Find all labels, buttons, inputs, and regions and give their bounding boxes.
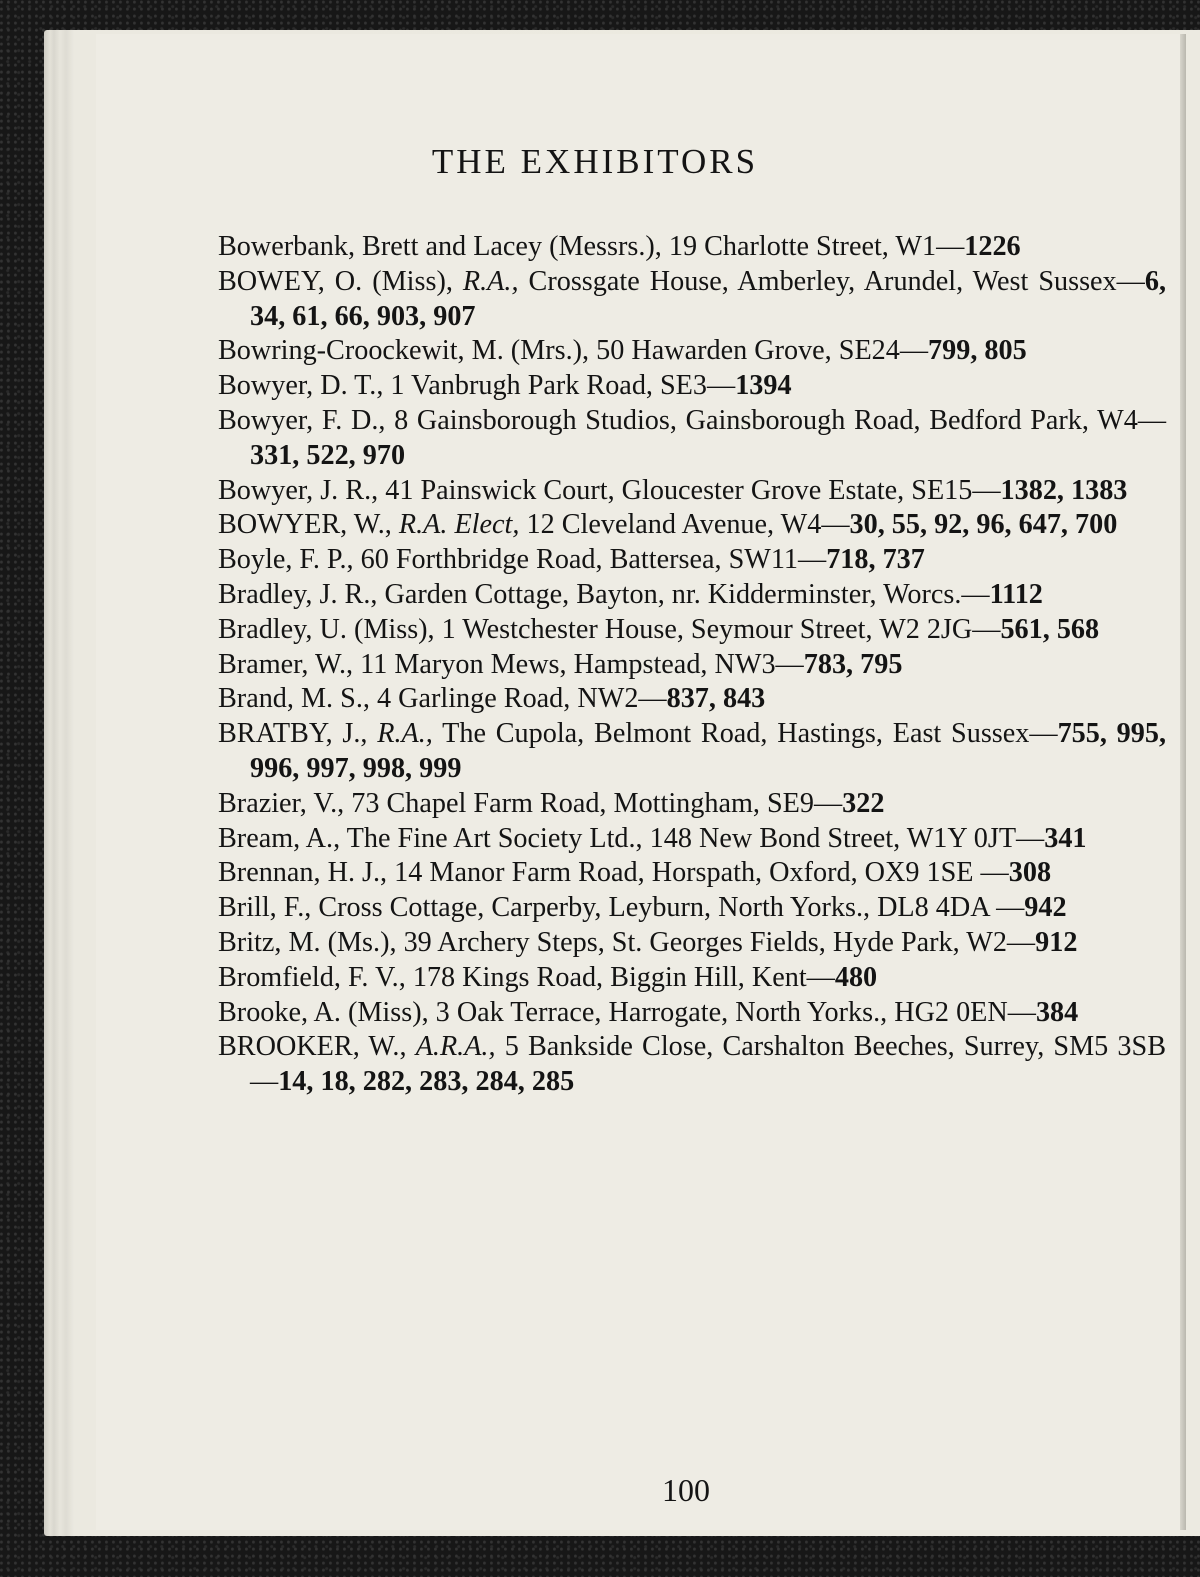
exhibitor-entry bbox=[218, 369, 1166, 404]
exhibitor-name: BOWYER, W., bbox=[218, 509, 399, 541]
exhibitor-title: R.A., bbox=[377, 718, 433, 750]
exhibitor-title: R.A., bbox=[462, 265, 519, 297]
exhibitor-entry bbox=[218, 717, 1166, 787]
exhibitor-name: Boyle, F. P., bbox=[218, 544, 354, 576]
exhibitor-address: 5 Bankside Close, Carshalton Beeches, Surrey, SM5 3SB— bbox=[250, 1031, 1166, 1098]
exhibit-numbers: 14, 18, 282, 283, 284, 285 bbox=[278, 1066, 575, 1098]
exhibitor-entry bbox=[218, 856, 1166, 891]
exhibitor-address: 1 Vanbrugh Park Road, SE3— bbox=[383, 370, 736, 402]
exhibitor-entry bbox=[218, 891, 1166, 926]
exhibitor-title: R.A. Elect, bbox=[398, 509, 520, 541]
exhibitor-name: Bowyer, F. D., bbox=[218, 404, 386, 436]
exhibitor-address: 8 Gainsborough Studios, Gainsborough Road, Bedford Park, W4— bbox=[385, 404, 1167, 436]
exhibitor-entry bbox=[218, 996, 1166, 1031]
exhibitor-address: 41 Painswick Court, Gloucester Grove Estate, SE15— bbox=[378, 474, 1001, 506]
exhibitor-entry bbox=[218, 474, 1166, 509]
exhibitor-address: 178 Kings Road, Biggin Hill, Kent— bbox=[405, 961, 835, 993]
exhibit-numbers: 30, 55, 92, 96, 647, 700 bbox=[849, 509, 1118, 541]
exhibit-numbers: 341 bbox=[1044, 822, 1087, 854]
exhibitor-name: Brazier, V., bbox=[218, 787, 345, 819]
exhibit-numbers: 1226 bbox=[964, 231, 1021, 262]
exhibitor-name: Brill, F., bbox=[218, 892, 312, 924]
exhibitor-entry bbox=[218, 508, 1166, 543]
exhibitor-address: 39 Archery Steps, St. Georges Fields, Hyde Park, W2— bbox=[396, 926, 1036, 958]
exhibitor-address: 11 Maryon Mews, Hampstead, NW3— bbox=[353, 648, 804, 680]
exhibitor-name: Brennan, H. J., bbox=[218, 857, 388, 889]
exhibitor-entry bbox=[218, 230, 1166, 265]
exhibit-numbers: 718, 737 bbox=[826, 544, 925, 576]
exhibitor-name: Bradley, U. (Miss), bbox=[218, 613, 435, 645]
exhibitor-entry bbox=[218, 648, 1166, 683]
exhibitor-address: 4 Garlinge Road, NW2— bbox=[369, 683, 667, 715]
exhibitor-entry bbox=[218, 787, 1166, 822]
exhibit-numbers: 322 bbox=[842, 787, 885, 819]
exhibitor-name: Bowerbank, Brett and Lacey (Messrs.), bbox=[218, 231, 662, 262]
exhibitor-name: Bowring-Croockewit, M. (Mrs.), bbox=[218, 335, 590, 367]
exhibit-numbers: 561, 568 bbox=[1000, 613, 1100, 645]
exhibit-numbers: 1394 bbox=[735, 370, 792, 402]
exhibitor-title: A.R.A., bbox=[415, 1031, 496, 1063]
exhibitor-entry bbox=[218, 961, 1166, 996]
exhibitor-address: 1 Westchester House, Seymour Street, W2 2JG— bbox=[434, 613, 1001, 645]
exhibitor-name: Bramer, W., bbox=[218, 648, 354, 680]
exhibitor-name: Bowyer, D. T., bbox=[218, 370, 384, 402]
exhibitor-name: BOWEY, O. (Miss), bbox=[218, 265, 463, 297]
exhibitor-entry bbox=[218, 578, 1166, 613]
exhibitor-name: Brooke, A. (Miss), bbox=[218, 996, 429, 1028]
exhibit-numbers: 6, 34, 61, 66, 903, 907 bbox=[250, 265, 1166, 332]
exhibitor-entry bbox=[218, 926, 1166, 961]
exhibit-numbers: 1112 bbox=[989, 578, 1043, 610]
exhibitor-name: Bream, A., bbox=[218, 822, 341, 854]
exhibit-numbers: 783, 795 bbox=[803, 648, 903, 680]
exhibitor-entry bbox=[218, 334, 1166, 369]
page-number: 100 bbox=[662, 1472, 710, 1508]
exhibitor-name: BROOKER, W., bbox=[218, 1031, 416, 1063]
exhibit-numbers: 799, 805 bbox=[928, 335, 1027, 367]
exhibitor-entry bbox=[218, 543, 1166, 578]
page-title: THE EXHIBITORS bbox=[431, 142, 759, 181]
exhibitor-entry bbox=[218, 822, 1166, 857]
exhibitor-address: The Cupola, Belmont Road, Hastings, East Sussex— bbox=[432, 718, 1058, 750]
exhibit-numbers: 755, 995, 996, 997, 998, 999 bbox=[250, 718, 1167, 784]
exhibitor-address: Cross Cottage, Carperby, Leyburn, North Yorks., DL8 4DA — bbox=[311, 892, 1025, 924]
exhibit-numbers: 480 bbox=[834, 961, 878, 993]
exhibitor-address: 19 Charlotte Street, W1— bbox=[661, 231, 965, 262]
exhibitor-entry bbox=[218, 404, 1166, 474]
exhibit-numbers: 331, 522, 970 bbox=[250, 439, 406, 471]
exhibit-numbers: 942 bbox=[1024, 892, 1067, 924]
exhibit-numbers: 308 bbox=[1008, 857, 1052, 889]
exhibitor-entry bbox=[218, 1030, 1166, 1100]
exhibitor-entry bbox=[218, 265, 1166, 335]
exhibit-numbers: 384 bbox=[1035, 996, 1079, 1028]
exhibitor-list bbox=[218, 230, 1166, 1100]
exhibitor-entry bbox=[218, 682, 1166, 717]
exhibitor-name: BRATBY, J., bbox=[218, 718, 378, 750]
exhibitor-name: Bromfield, F. V., bbox=[218, 961, 406, 993]
exhibitor-address: 60 Forthbridge Road, Battersea, SW11— bbox=[353, 544, 827, 576]
exhibitor-address: 3 Oak Terrace, Harrogate, North Yorks., HG2 0EN— bbox=[428, 996, 1036, 1028]
exhibitor-address: The Fine Art Society Ltd., 148 New Bond Street, W1Y 0JT— bbox=[340, 822, 1045, 854]
exhibitor-address: 73 Chapel Farm Road, Mottingham, SE9— bbox=[344, 787, 843, 819]
exhibitor-name: Brand, M. S., bbox=[218, 683, 370, 715]
exhibit-numbers: 912 bbox=[1035, 926, 1078, 958]
exhibitor-address: Crossgate House, Amberley, Arundel, West Sussex— bbox=[518, 265, 1145, 297]
exhibitor-entry bbox=[218, 613, 1166, 648]
exhibitor-address: 50 Hawarden Grove, SE24— bbox=[589, 335, 929, 367]
exhibitor-name: Bowyer, J. R., bbox=[218, 474, 379, 506]
exhibit-numbers: 837, 843 bbox=[666, 683, 766, 715]
exhibitor-name: Bradley, J. R., bbox=[218, 578, 378, 610]
exhibit-numbers: 1382, 1383 bbox=[1000, 474, 1128, 506]
exhibitor-name: Britz, M. (Ms.), bbox=[218, 926, 397, 958]
exhibitor-address: 12 Cleveland Avenue, W4— bbox=[519, 509, 850, 541]
exhibitor-address: Garden Cottage, Bayton, nr. Kidderminster, Worcs.— bbox=[377, 578, 990, 610]
page-gutter bbox=[1180, 34, 1186, 1530]
exhibitor-address: 14 Manor Farm Road, Horspath, Oxford, OX9 1SE — bbox=[387, 857, 1009, 889]
